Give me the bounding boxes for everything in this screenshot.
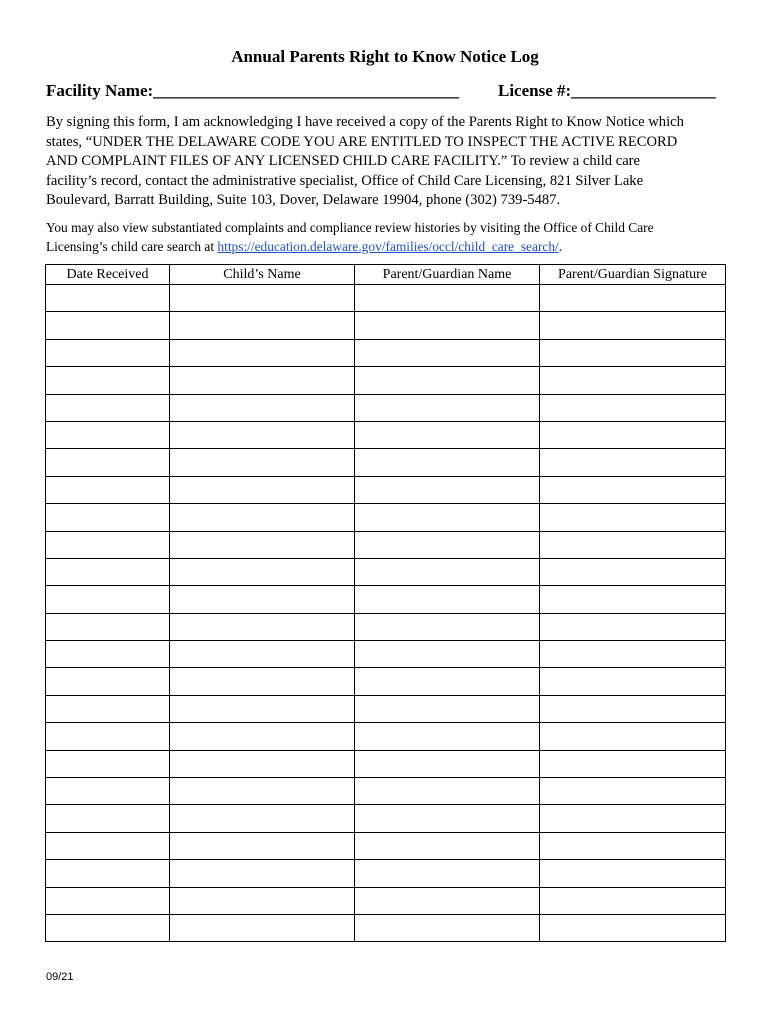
- parent-guardian-name-cell[interactable]: [355, 504, 540, 531]
- date-received-cell[interactable]: [46, 613, 170, 640]
- date-received-cell[interactable]: [46, 531, 170, 558]
- parent-guardian-signature-cell[interactable]: [540, 613, 726, 640]
- childs-name-cell[interactable]: [170, 394, 355, 421]
- notice-log-table: [45, 264, 726, 942]
- childs-name-cell[interactable]: [170, 914, 355, 941]
- table-row: [46, 695, 726, 722]
- date-received-cell[interactable]: [46, 421, 170, 448]
- parent-guardian-name-cell[interactable]: [355, 476, 540, 503]
- parent-guardian-signature-cell[interactable]: [540, 832, 726, 859]
- table-row: [46, 778, 726, 805]
- parent-guardian-name-cell[interactable]: [355, 613, 540, 640]
- table-body: [46, 285, 726, 942]
- table-row: [46, 367, 726, 394]
- link-prefix-text: Licensing’s child care search at: [46, 239, 218, 254]
- childs-name-cell[interactable]: [170, 832, 355, 859]
- table-row: [46, 531, 726, 558]
- parent-guardian-signature-cell[interactable]: [540, 586, 726, 613]
- search-info-paragraph: [46, 218, 724, 256]
- column-header-parent-guardian-name: Parent/Guardian Name: [355, 265, 540, 285]
- childs-name-cell[interactable]: [170, 504, 355, 531]
- date-received-cell[interactable]: [46, 285, 170, 312]
- parent-guardian-signature-cell[interactable]: [540, 723, 726, 750]
- childs-name-cell[interactable]: [170, 695, 355, 722]
- parent-guardian-signature-cell[interactable]: [540, 531, 726, 558]
- parent-guardian-name-cell[interactable]: [355, 860, 540, 887]
- parent-guardian-signature-cell[interactable]: [540, 421, 726, 448]
- table-row: [46, 668, 726, 695]
- table-row: [46, 887, 726, 914]
- parent-guardian-signature-cell[interactable]: [540, 805, 726, 832]
- parent-guardian-name-cell[interactable]: [355, 449, 540, 476]
- table-row: [46, 613, 726, 640]
- childs-name-cell[interactable]: [170, 887, 355, 914]
- table-row: [46, 339, 726, 366]
- column-header-childs-name: Child’s Name: [170, 265, 355, 285]
- date-received-cell[interactable]: [46, 504, 170, 531]
- childs-name-cell[interactable]: [170, 750, 355, 777]
- parent-guardian-signature-cell[interactable]: [540, 476, 726, 503]
- parent-guardian-signature-cell[interactable]: [540, 778, 726, 805]
- date-received-cell[interactable]: [46, 805, 170, 832]
- childs-name-cell[interactable]: [170, 778, 355, 805]
- childs-name-cell[interactable]: [170, 476, 355, 503]
- paragraph-line: states, “UNDER THE DELAWARE CODE YOU ARE ENTITLED TO INSPECT THE ACTIVE RECORD: [46, 133, 678, 150]
- childs-name-cell[interactable]: [170, 723, 355, 750]
- date-received-cell[interactable]: [46, 586, 170, 613]
- parent-guardian-signature-cell[interactable]: [540, 887, 726, 914]
- parent-guardian-signature-cell[interactable]: [540, 312, 726, 339]
- table-row: [46, 285, 726, 312]
- facility-name-field[interactable]: Facility Name:____________________________________: [46, 81, 460, 100]
- column-header-parent-guardian-signature: Parent/Guardian Signature: [540, 265, 726, 285]
- parent-guardian-name-cell[interactable]: [355, 887, 540, 914]
- childs-name-cell[interactable]: [170, 312, 355, 339]
- date-received-cell[interactable]: [46, 476, 170, 503]
- parent-guardian-signature-cell[interactable]: [540, 449, 726, 476]
- table-row: [46, 832, 726, 859]
- date-received-cell[interactable]: [46, 723, 170, 750]
- parent-guardian-signature-cell[interactable]: [540, 668, 726, 695]
- childs-name-cell[interactable]: [170, 531, 355, 558]
- parent-guardian-name-cell[interactable]: [355, 668, 540, 695]
- childs-name-cell[interactable]: [170, 449, 355, 476]
- table-row: [46, 586, 726, 613]
- parent-guardian-name-cell[interactable]: [355, 695, 540, 722]
- paragraph-line: Boulevard, Barratt Building, Suite 103, Dover, Delaware 19904, phone (302) 739-5487.: [46, 192, 561, 209]
- childs-name-cell[interactable]: [170, 668, 355, 695]
- parent-guardian-name-cell[interactable]: [355, 531, 540, 558]
- parent-guardian-name-cell[interactable]: [355, 586, 540, 613]
- table-header-row: [46, 265, 726, 285]
- paragraph-line: You may also view substantiated complaints and compliance review histories by visiting the Office of Child Care: [46, 220, 654, 235]
- table-row: [46, 641, 726, 668]
- childs-name-cell[interactable]: [170, 558, 355, 585]
- parent-guardian-signature-cell[interactable]: [540, 285, 726, 312]
- parent-guardian-name-cell[interactable]: [355, 285, 540, 312]
- paragraph-line: By signing this form, I am acknowledging I have received a copy of the Parents Right to Know Notice which: [46, 114, 684, 130]
- table-row: [46, 723, 726, 750]
- paragraph-line: facility’s record, contact the administrative specialist, Office of Child Care Licensing, 821 Silver Lake: [46, 172, 644, 189]
- date-received-cell[interactable]: [46, 778, 170, 805]
- parent-guardian-name-cell[interactable]: [355, 832, 540, 859]
- table-row: [46, 558, 726, 585]
- childs-name-cell[interactable]: [170, 367, 355, 394]
- date-received-cell[interactable]: [46, 312, 170, 339]
- date-received-cell[interactable]: [46, 641, 170, 668]
- table-row: [46, 750, 726, 777]
- parent-guardian-signature-cell[interactable]: [540, 504, 726, 531]
- childs-name-cell[interactable]: [170, 860, 355, 887]
- childs-name-cell[interactable]: [170, 339, 355, 366]
- parent-guardian-name-cell[interactable]: [355, 421, 540, 448]
- childs-name-cell[interactable]: [170, 641, 355, 668]
- column-header-date-received: Date Received: [46, 265, 170, 285]
- parent-guardian-name-cell[interactable]: [355, 778, 540, 805]
- parent-guardian-name-cell[interactable]: [355, 367, 540, 394]
- parent-guardian-name-cell[interactable]: [355, 312, 540, 339]
- date-received-cell[interactable]: [46, 832, 170, 859]
- table-row: [46, 805, 726, 832]
- parent-guardian-name-cell[interactable]: [355, 750, 540, 777]
- parent-guardian-signature-cell[interactable]: [540, 394, 726, 421]
- table-row: [46, 421, 726, 448]
- parent-guardian-name-cell[interactable]: [355, 914, 540, 941]
- parent-guardian-name-cell[interactable]: [355, 723, 540, 750]
- parent-guardian-signature-cell[interactable]: [540, 339, 726, 366]
- date-received-cell[interactable]: [46, 558, 170, 585]
- page-title: Annual Parents Right to Know Notice Log: [231, 47, 539, 66]
- table-row: [46, 394, 726, 421]
- date-received-cell[interactable]: [46, 695, 170, 722]
- parent-guardian-signature-cell[interactable]: [540, 558, 726, 585]
- parent-guardian-signature-cell[interactable]: [540, 641, 726, 668]
- childs-name-cell[interactable]: [170, 285, 355, 312]
- parent-guardian-name-cell[interactable]: [355, 641, 540, 668]
- parent-guardian-signature-cell[interactable]: [540, 914, 726, 941]
- date-received-cell[interactable]: [46, 887, 170, 914]
- date-received-cell[interactable]: [46, 367, 170, 394]
- childs-name-cell[interactable]: [170, 613, 355, 640]
- parent-guardian-signature-cell[interactable]: [540, 695, 726, 722]
- date-received-cell[interactable]: [46, 668, 170, 695]
- table-row: [46, 312, 726, 339]
- parent-guardian-signature-cell[interactable]: [540, 860, 726, 887]
- parent-guardian-signature-cell[interactable]: [540, 367, 726, 394]
- link-suffix-text: .: [558, 239, 563, 254]
- childs-name-cell[interactable]: [170, 805, 355, 832]
- parent-guardian-signature-cell[interactable]: [540, 750, 726, 777]
- acknowledgement-paragraph: [46, 113, 724, 211]
- license-number-field[interactable]: License #:_________________: [498, 81, 716, 100]
- parent-guardian-name-cell[interactable]: [355, 805, 540, 832]
- form-revision-date: 09/21: [46, 971, 74, 983]
- table-row: [46, 449, 726, 476]
- parent-guardian-name-cell[interactable]: [355, 394, 540, 421]
- table-row: [46, 476, 726, 503]
- child-care-search-link[interactable]: https://education.delaware.gov/families/occl/child_care_search/: [217, 239, 559, 254]
- paragraph-line: AND COMPLAINT FILES OF ANY LICENSED CHILD CARE FACILITY.” To review a child care: [46, 153, 641, 170]
- paragraph-line: [46, 237, 724, 256]
- parent-guardian-name-cell[interactable]: [355, 558, 540, 585]
- date-received-cell[interactable]: [46, 860, 170, 887]
- childs-name-cell[interactable]: [170, 421, 355, 448]
- date-received-cell[interactable]: [46, 339, 170, 366]
- table-row: [46, 504, 726, 531]
- date-received-cell[interactable]: [46, 750, 170, 777]
- table-row: [46, 860, 726, 887]
- childs-name-cell[interactable]: [170, 586, 355, 613]
- parent-guardian-name-cell[interactable]: [355, 339, 540, 366]
- date-received-cell[interactable]: [46, 394, 170, 421]
- date-received-cell[interactable]: [46, 449, 170, 476]
- table-row: [46, 914, 726, 941]
- date-received-cell[interactable]: [46, 914, 170, 941]
